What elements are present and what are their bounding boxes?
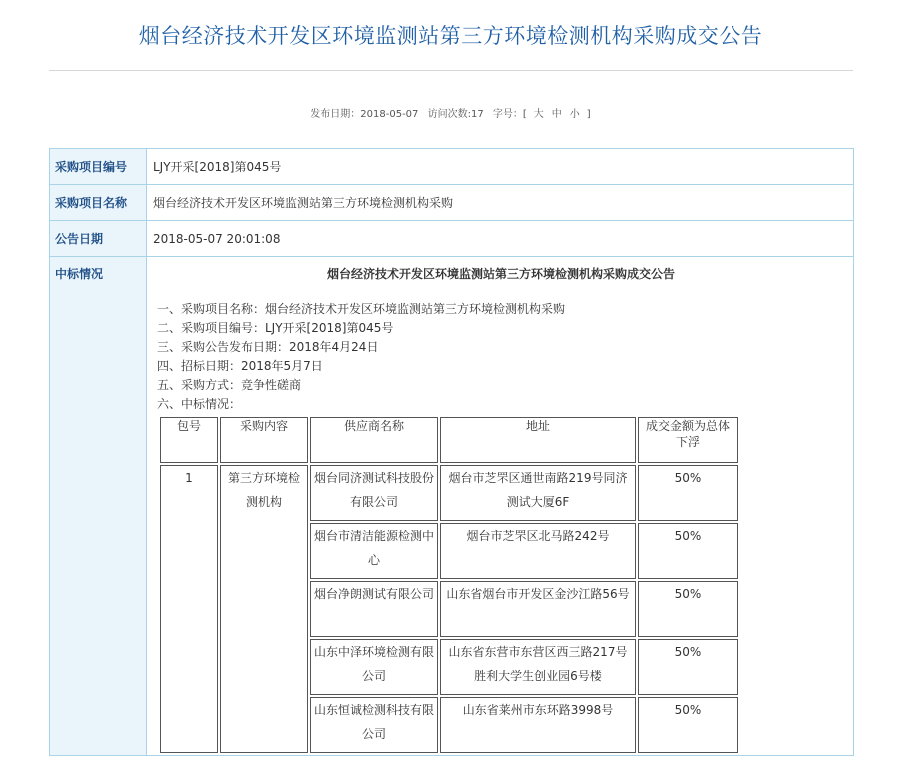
title-divider bbox=[49, 70, 853, 71]
font-size-small-link[interactable]: 小 bbox=[569, 109, 580, 120]
header-supplier: 供应商名称 bbox=[310, 417, 438, 463]
font-size-label: 字号：[ bbox=[492, 109, 527, 120]
header-address: 地址 bbox=[440, 417, 636, 463]
package-number: 1 bbox=[160, 465, 218, 753]
info-row-name bbox=[50, 185, 854, 221]
label-project-number: 采购项目编号 bbox=[50, 149, 147, 185]
detail-line: 一、采购项目名称：烟台经济技术开发区环境监测站第三方环境检测机构采购 bbox=[157, 302, 566, 316]
label-project-name: 采购项目名称 bbox=[50, 185, 147, 221]
info-row-number bbox=[50, 149, 854, 185]
label-award-status: 中标情况 bbox=[50, 257, 147, 756]
visit-count: 访问次数:17 bbox=[427, 109, 484, 120]
detail-line: 五、采购方式：竞争性磋商 bbox=[157, 378, 302, 392]
result-header-row bbox=[160, 417, 738, 463]
supplier-name: 山东中泽环境检测有限公司 bbox=[310, 639, 438, 695]
info-row-award bbox=[50, 257, 854, 756]
award-detail-cell bbox=[147, 257, 854, 756]
article-meta bbox=[0, 105, 901, 120]
value-announce-date: 2018-05-07 20:01:08 bbox=[147, 221, 854, 257]
value-project-name: 烟台经济技术开发区环境监测站第三方环境检测机构采购 bbox=[147, 185, 854, 221]
supplier-name: 烟台市清洁能源检测中心 bbox=[310, 523, 438, 579]
font-size-medium-link[interactable]: 中 bbox=[551, 109, 562, 120]
discount-value: 50% bbox=[638, 523, 738, 579]
header-discount: 成交金额为总体下浮 bbox=[638, 417, 738, 463]
detail-line: 二、采购项目编号：LJY开采[2018]第045号 bbox=[157, 321, 394, 335]
supplier-name: 烟台同济测试科技股份有限公司 bbox=[310, 465, 438, 521]
detail-line: 三、采购公告发布日期：2018年4月24日 bbox=[157, 340, 379, 354]
purchase-content: 第三方环境检测机构 bbox=[220, 465, 308, 753]
award-notice-title: 烟台经济技术开发区环境监测站第三方环境检测机构采购成交公告 bbox=[326, 267, 675, 281]
project-info-table bbox=[49, 148, 854, 756]
detail-line: 四、招标日期：2018年5月7日 bbox=[157, 359, 323, 373]
value-project-number: LJY开采[2018]第045号 bbox=[147, 149, 854, 185]
header-package: 包号 bbox=[160, 417, 218, 463]
supplier-address: 烟台市芝罘区通世南路219号同济测试大厦6F bbox=[440, 465, 636, 521]
supplier-address: 山东省烟台市开发区金沙江路56号 bbox=[440, 581, 636, 637]
discount-value: 50% bbox=[638, 465, 738, 521]
font-size-large-link[interactable]: 大 bbox=[533, 109, 544, 120]
discount-value: 50% bbox=[638, 697, 738, 753]
discount-value: 50% bbox=[638, 581, 738, 637]
label-announce-date: 公告日期 bbox=[50, 221, 147, 257]
supplier-address: 山东省东营市东营区西三路217号胜利大学生创业园6号楼 bbox=[440, 639, 636, 695]
header-content: 采购内容 bbox=[220, 417, 308, 463]
supplier-name: 山东恒诚检测科技有限公司 bbox=[310, 697, 438, 753]
supplier-address: 山东省莱州市东环路3998号 bbox=[440, 697, 636, 753]
detail-line: 六、中标情况： bbox=[157, 397, 242, 411]
font-size-end: ] bbox=[586, 109, 591, 120]
publish-date: 发布日期：2018-05-07 bbox=[310, 109, 419, 120]
supplier-name: 烟台净朗测试有限公司 bbox=[310, 581, 438, 637]
award-result-table bbox=[158, 415, 740, 755]
info-row-date bbox=[50, 221, 854, 257]
page-title: 烟台经济技术开发区环境监测站第三方环境检测机构采购成交公告 bbox=[138, 24, 763, 48]
supplier-address: 烟台市芝罘区北马路242号 bbox=[440, 523, 636, 579]
discount-value: 50% bbox=[638, 639, 738, 695]
table-row bbox=[160, 465, 738, 521]
